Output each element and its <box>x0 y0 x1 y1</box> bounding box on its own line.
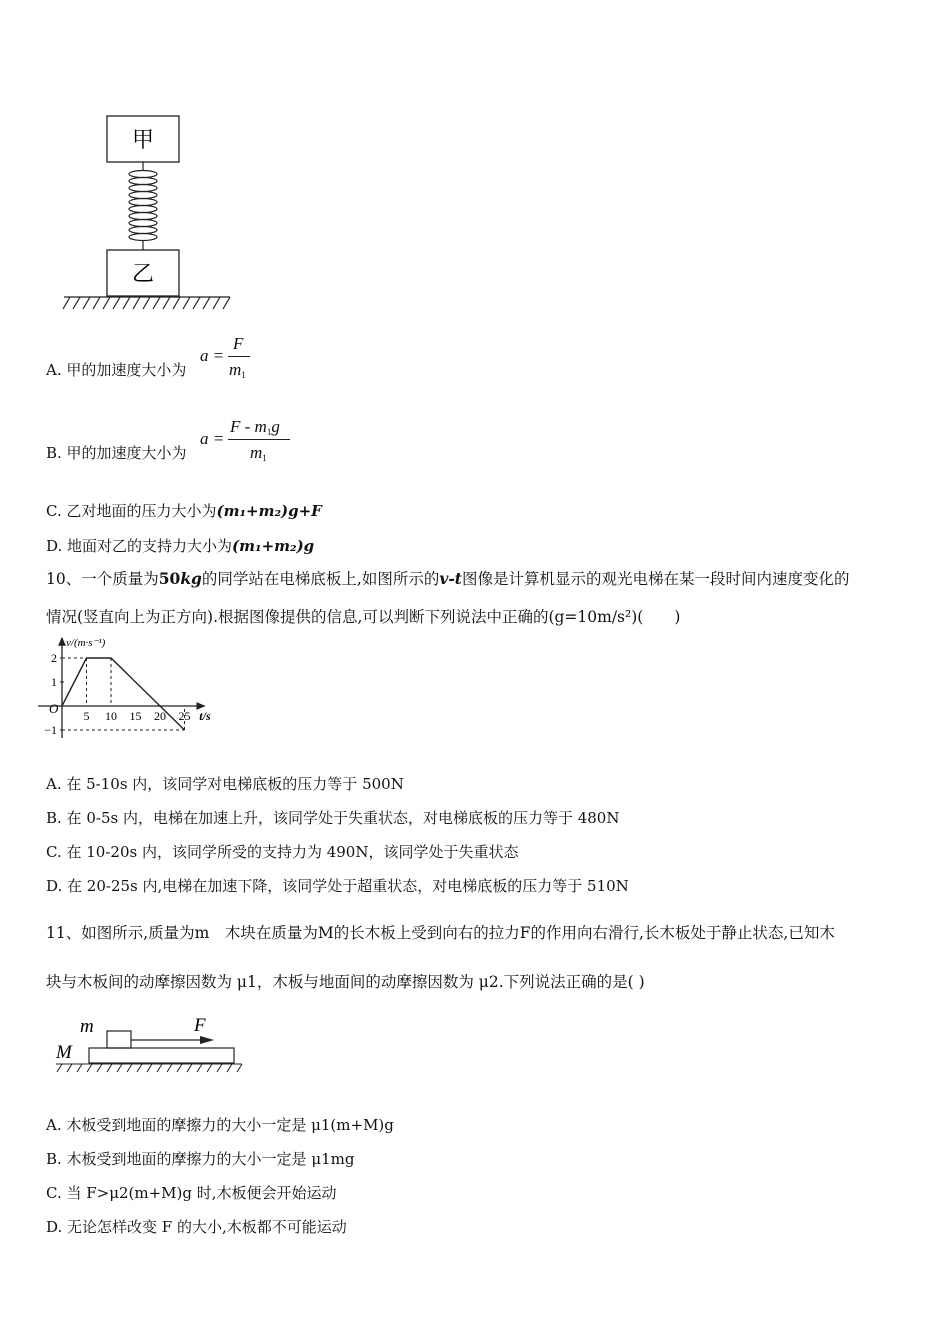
formula-denominator: $m_1$ <box>229 360 246 380</box>
x-tick-label-3: 20 <box>154 709 166 723</box>
q9-option-a-formula <box>200 334 260 384</box>
y-tick-label-0: 2 <box>51 651 57 665</box>
q10-stem-line2: 情况(竖直向上为正方向).根据图像提供的信息,可以判断下列说法中正确的(g=10m/s²)( ) <box>46 608 681 626</box>
formula-numerator: F <box>233 334 244 353</box>
q9-option-b <box>46 443 187 463</box>
q11-option-b: B. 木板受到地面的摩擦力的大小一定是 μ1mg <box>46 1150 355 1168</box>
q10-option-d: D. 在 20-25s 内,电梯在加速下降，该同学处于超重状态，对电梯底板的压力等于 510N <box>46 877 629 895</box>
q11-stem-line2: 块与木板间的动摩擦因数为 μ1，木板与地面间的动摩擦因数为 μ2.下列说法正确的是( ) <box>46 973 645 991</box>
formula-lhs: a = <box>200 429 225 448</box>
q9-option-c: C. 乙对地面的压力大小为(m₁+m₂)g+F <box>46 502 322 520</box>
formula-denominator: $m_1$ <box>250 443 267 463</box>
q11-stem-line1: 11、如图所示,质量为m 木块在质量为M的长木板上受到向右的拉力F的作用向右滑行,长木板处于静止状态,已知木 <box>46 924 835 942</box>
ground-hatch-2 <box>56 1064 242 1072</box>
q11-option-d: D. 无论怎样改变 F 的大小,木板都不可能运动 <box>46 1218 347 1236</box>
y-tick-label-2: −1 <box>44 723 57 737</box>
vt-chart <box>38 632 228 744</box>
block-yi-label: 乙 <box>131 261 155 286</box>
x-tick-label-4: 25 <box>178 709 191 723</box>
q9-option-a <box>46 360 186 380</box>
spring-figure <box>60 110 240 315</box>
formula-numerator: F - $m_1g$ <box>230 417 280 437</box>
y-tick-label-1: 1 <box>51 675 57 689</box>
q10-stem-line1: 10、一个质量为50kg的同学站在电梯底板上,如图所示的v-t图像是计算机显示的观光电梯在某一段时间内速度变化的 <box>46 569 850 588</box>
q10-option-a: A. 在 5-10s 内，该同学对电梯底板的压力等于 500N <box>46 775 404 793</box>
q11-option-a: A. 木板受到地面的摩擦力的大小一定是 μ1(m+M)g <box>46 1116 394 1134</box>
board-block-figure <box>52 1012 247 1080</box>
block-label-m: m <box>80 1016 94 1037</box>
x-tick-label-2: 15 <box>129 709 142 723</box>
y-axis-label: v/(m·s⁻¹) <box>66 637 106 649</box>
block-jia-label: 甲 <box>131 127 155 152</box>
q9-option-c-expr: (m₁+m₂)g+F <box>216 502 322 520</box>
x-tick-label-0: 5 <box>83 709 90 723</box>
q9-option-d: D. 地面对乙的支持力大小为(m₁+m₂)g <box>46 537 315 555</box>
q10-option-b: B. 在 0-5s 内，电梯在加速上升，该同学处于失重状态，对电梯底板的压力等于 480N <box>46 809 620 827</box>
q9-option-b-formula <box>200 417 300 469</box>
force-label-F: F <box>194 1015 206 1036</box>
board-M <box>89 1048 234 1063</box>
block-m <box>107 1031 131 1048</box>
q10-option-c: C. 在 10-20s 内，该同学所受的支持力为 490N，该同学处于失重状态 <box>46 843 519 861</box>
q11-option-c: C. 当 F>μ2(m+M)g 时,木板便会开始运动 <box>46 1184 337 1202</box>
q9-option-b-text: B. 甲的加速度大小为 <box>46 444 187 462</box>
origin-label: O <box>49 701 59 716</box>
series-line <box>62 658 185 730</box>
board-label-M: M <box>56 1042 72 1063</box>
spring-coil <box>129 162 157 250</box>
q9-option-a-text: A. 甲的加速度大小为 <box>46 361 187 379</box>
x-axis-label: t/s <box>199 709 211 723</box>
ground-hatch <box>63 297 230 309</box>
formula-lhs: a = <box>200 346 225 365</box>
x-tick-label-1: 10 <box>105 709 117 723</box>
q9-option-d-expr: (m₁+m₂)g <box>232 537 315 555</box>
